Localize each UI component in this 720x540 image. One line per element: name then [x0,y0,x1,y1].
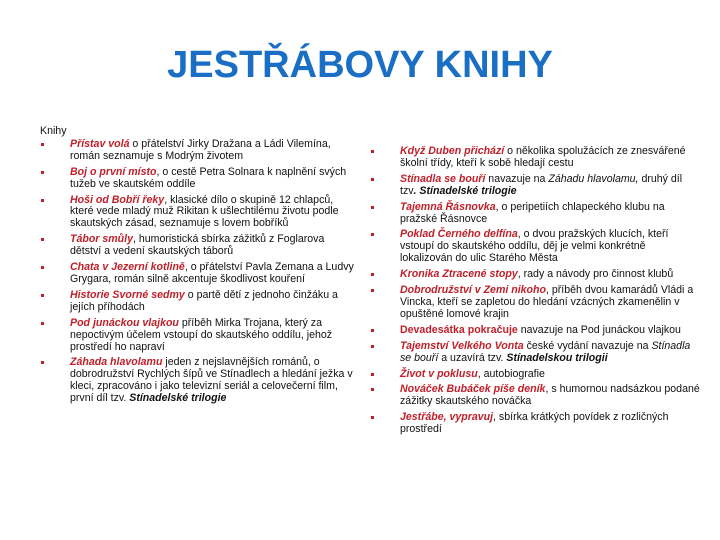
slide-title: JESTŘÁBOVY KNIHY [167,44,553,86]
book-title: Záhada hlavolamu [70,356,163,369]
book-title: Poklad Černého delfína [400,228,518,241]
book-description: , humoristická sbírka zážitků z Foglarova dětství a vedení skautských táborů [70,233,325,258]
book-title: Nováček Bubáček píše deník [400,383,546,396]
bullet-icon [371,373,374,376]
book-list-item [40,139,355,163]
bullet-icon [41,322,44,325]
trilogy-name: Stínadelskou trilogii [506,351,608,364]
book-list-item [370,412,700,436]
book-list-item [370,202,700,226]
book-description: , o přátelství Pavla Zemana a Ludvy Grygara, román silně akcentuje škodlivost kouření [70,261,354,285]
bullet-icon [371,273,374,276]
bullet-icon [41,238,44,241]
book-reference: Záhadu hlavolamu, [548,172,639,185]
book-title: Tábor smůly [70,233,133,246]
right-book-list [370,146,700,436]
book-list-item [370,369,700,381]
book-title: Hoši od Bobří řeky [70,193,165,206]
book-description: , s humornou nadsázkou podané zážitky skautského nováčka [400,383,700,408]
book-list-item [40,234,355,258]
book-description: o přátelství Jirky Dražana a Ládi Vilemína, román seznamuje s Modrým životem [70,137,331,162]
book-description: , o peripetiích chlapeckého klubu na pražské Řásnovce [400,200,665,225]
book-title: Historie Svorné sedmy [70,288,185,301]
bullet-icon [371,233,374,236]
bullet-icon [371,329,374,332]
bullet-icon [371,345,374,348]
bullet-icon [371,206,374,209]
bullet-icon [41,294,44,297]
book-title: Tajemství Velkého Vonta [400,339,524,352]
left-book-list [40,139,355,405]
book-title: Přístav volá [70,137,130,150]
book-description: , klasické dílo o skupině 12 chlapců, které vede mladý muž Rikitan k ušlechtilému životu podle skautských zásad, seznamuje s lovem bobříků [70,193,339,230]
book-description: navazuje na Pod junáckou vlajkou [517,323,681,336]
section-heading: Knihy [40,125,67,137]
book-list-item [40,357,355,405]
book-description: , sbírka krátkých povídek z rozličných prostředí [400,411,669,436]
right-column [370,146,700,440]
book-title: Stínadla se bouří [400,172,486,185]
book-title: Kronika Ztracené stopy [400,268,518,281]
book-title: Dobrodružství v Zemi nikoho [400,284,546,297]
book-list-item [370,341,700,365]
book-list-item [40,195,355,231]
book-title: Boj o první místo [70,165,157,178]
book-description: druhý díl tzv [400,172,683,197]
book-list-item [370,174,700,198]
book-title: Devadesátka pokračuje [400,323,518,336]
book-description: , o dvou pražských klucích, kteří vstoupí do skautského oddílu, děj je velmi konkrétně lokalizován do ulic Starého Města [400,228,669,265]
book-list-item [40,318,355,354]
bullet-icon [371,150,374,153]
bullet-icon [371,388,374,391]
book-description: , příběh dvou kamarádů Vládi a Vincka, kteří se zapletou do hledání vzácných zkamenělin v opuštěné lomové krajin [400,284,694,320]
bullet-icon [41,199,44,202]
bullet-icon [371,178,374,181]
book-list-item [370,229,700,265]
book-description: , autobiografie [477,367,545,380]
book-description: , rady a návody pro činnost klubů [517,268,674,281]
book-list-item [370,384,700,408]
book-list-item [370,325,700,337]
book-title: Život v poklusu [400,367,478,380]
bullet-icon [371,289,374,292]
book-description: jeden z nejslavnějších románů, o dobrodružství Rychlých šípů ve Stínadlech a hledání ježka v kleci, zpracováno i jako televizní seriál a celovečerní film, první díl tzv. [70,356,353,405]
bullet-icon [41,266,44,269]
bullet-icon [41,361,44,364]
book-list-item [40,167,355,191]
trilogy-name: Stínadelské trilogie [129,392,227,405]
book-reference: Stínadla se bouří [400,339,691,364]
book-list-item [40,262,355,286]
book-list-item [40,290,355,314]
left-column [40,126,355,409]
book-list-item [370,285,700,321]
book-description: a uzavírá tzv. [438,351,507,364]
book-title: Když Duben přichází [400,145,505,157]
trilogy-name: . Stínadelské trilogie [413,184,517,197]
book-title: Pod junáckou vlajkou [70,316,179,329]
book-description: navazuje na [485,172,549,185]
book-title: Chata v Jezerní kotlině [70,261,185,274]
bullet-icon [41,171,44,174]
book-list-item [370,269,700,281]
book-description: o partě dětí z jednoho činžáku a jejích příhodách [70,288,338,313]
book-description: , o cestě Petra Solnara k naplnění svých tužeb ve skautském oddíle [70,165,347,190]
bullet-icon [41,143,44,146]
book-list-item [370,146,700,170]
book-description: české vydání navazuje na [523,339,652,352]
book-description: o několika spolužácích ze znesvářené školní třídy, kteří k sobě hledají cestu [400,145,686,169]
book-title: Jestřábe, vypravuj [400,411,494,424]
bullet-icon [371,416,374,419]
book-description: příběh Mirka Trojana, který za nepoctivým účelem vstoupí do skautského oddílu, jehož prostředí ho napraví [70,316,333,353]
book-title: Tajemná Řásnovka [400,200,496,213]
